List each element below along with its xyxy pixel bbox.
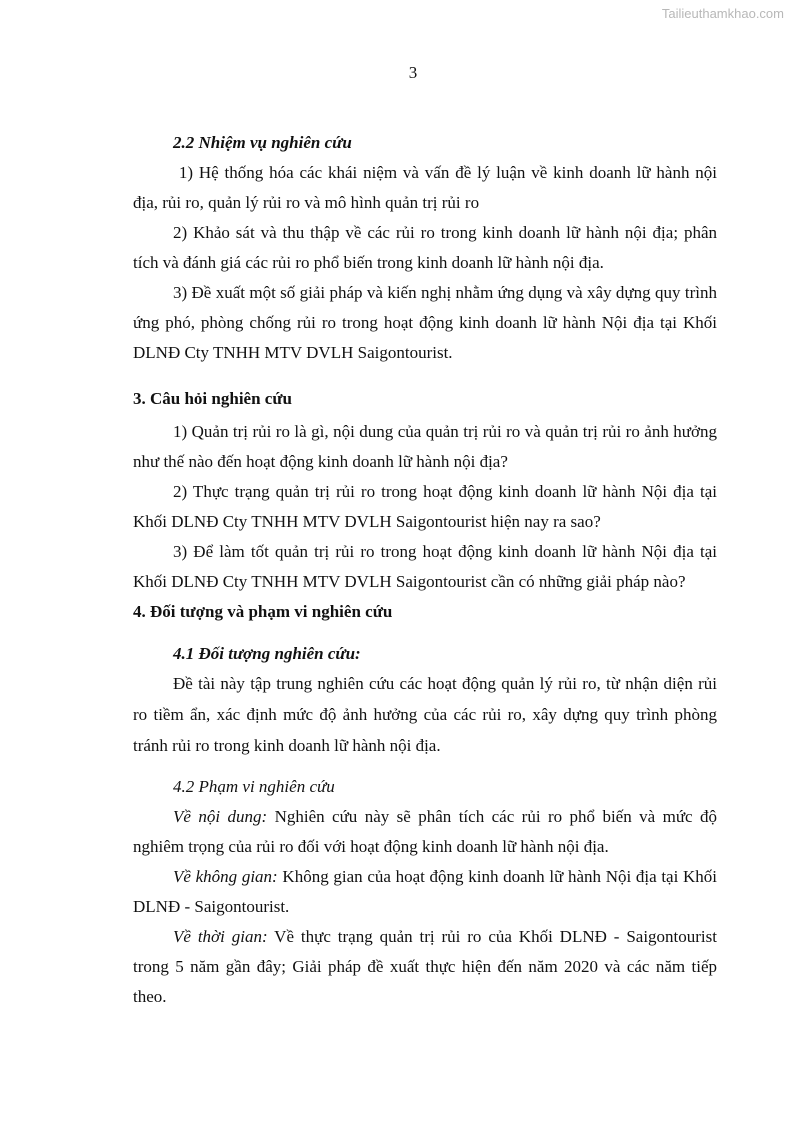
paragraph: 3) Đề xuất một số giải pháp và kiến nghị nhằm ứng dụng và xây dựng quy trình ứng phó, phòng chống rủi ro trong hoạt động kinh doanh lữ hành Nội địa tại Khối DLNĐ Cty TNHH MTV DVLH Saigontourist.	[133, 283, 717, 362]
section-4-2	[133, 772, 717, 1012]
page-number: 3	[408, 63, 418, 82]
label: Về nội dung:	[173, 807, 268, 826]
text: Nghiên cứu này sẽ phân tích các rủi ro phổ biến và mức độ nghiêm trọng của rủi ro đối với hoạt động kinh doanh lữ hành nội địa.	[133, 807, 717, 856]
section-2-2	[133, 128, 722, 368]
paragraph: 3) Để làm tốt quản trị rủi ro trong hoạt động kinh doanh lữ hành Nội địa tại Khối DLNĐ Cty TNHH MTV DVLH Saigontourist cần có những giải pháp nào?	[133, 542, 717, 591]
paragraph	[133, 922, 717, 1012]
label: Về không gian:	[173, 867, 278, 886]
paragraph: Đề tài này tập trung nghiên cứu các hoạt động quản lý rủi ro, từ nhận diện rủi ro tiềm ẩn, xác định mức độ ảnh hưởng của các rủi ro, xây dựng quy trình phòng tránh rủi ro trong kinh doanh lữ hành nội địa.	[133, 674, 717, 755]
paragraph: 1) Quản trị rủi ro là gì, nội dung của quản trị rủi ro và quản trị rủi ro ảnh hưởng như thế nào đến hoạt động kinh doanh lữ hành nội địa?	[133, 422, 717, 471]
watermark: Tailieuthamkhao.com	[661, 6, 784, 21]
paragraph	[133, 862, 717, 922]
section-heading: 4. Đối tượng và phạm vi nghiên cứu	[133, 602, 393, 621]
section-3	[133, 417, 717, 627]
text: Về thực trạng quản trị rủi ro của Khối DLNĐ - Saigontourist trong 5 năm gần đây; Giải pháp đề xuất thực hiện đến năm 2020 và các năm tiếp theo.	[133, 927, 717, 1006]
text: Không gian của hoạt động kinh doanh lữ hành Nội địa tại Khối DLNĐ - Saigontourist.	[133, 867, 718, 916]
paragraph: 2) Thực trạng quản trị rủi ro trong hoạt động kinh doanh lữ hành Nội địa tại Khối DLNĐ Cty TNHH MTV DVLH Saigontourist hiện nay ra sao?	[133, 482, 717, 531]
subsection-heading: 4.1 Đối tượng nghiên cứu:	[173, 644, 361, 663]
paragraph	[133, 802, 717, 862]
subsection-heading: 4.2 Phạm vi nghiên cứu	[173, 777, 335, 796]
label: Về thời gian:	[173, 927, 268, 946]
section-heading: 2.2 Nhiệm vụ nghiên cứu	[173, 133, 352, 152]
paragraph: 2) Khảo sát và thu thập về các rủi ro trong kinh doanh lữ hành nội địa; phân tích và đánh giá các rủi ro phổ biến trong kinh doanh lữ hành nội địa.	[133, 223, 717, 272]
section-4-1	[133, 640, 717, 761]
paragraph: 1) Hệ thống hóa các khái niệm và vấn đề lý luận về kinh doanh lữ hành nội địa, rủi ro, quản lý rủi ro và mô hình quản trị rủi ro	[133, 163, 722, 212]
section-heading: 3. Câu hỏi nghiên cứu	[133, 389, 292, 408]
section-3-heading-block	[133, 384, 717, 414]
